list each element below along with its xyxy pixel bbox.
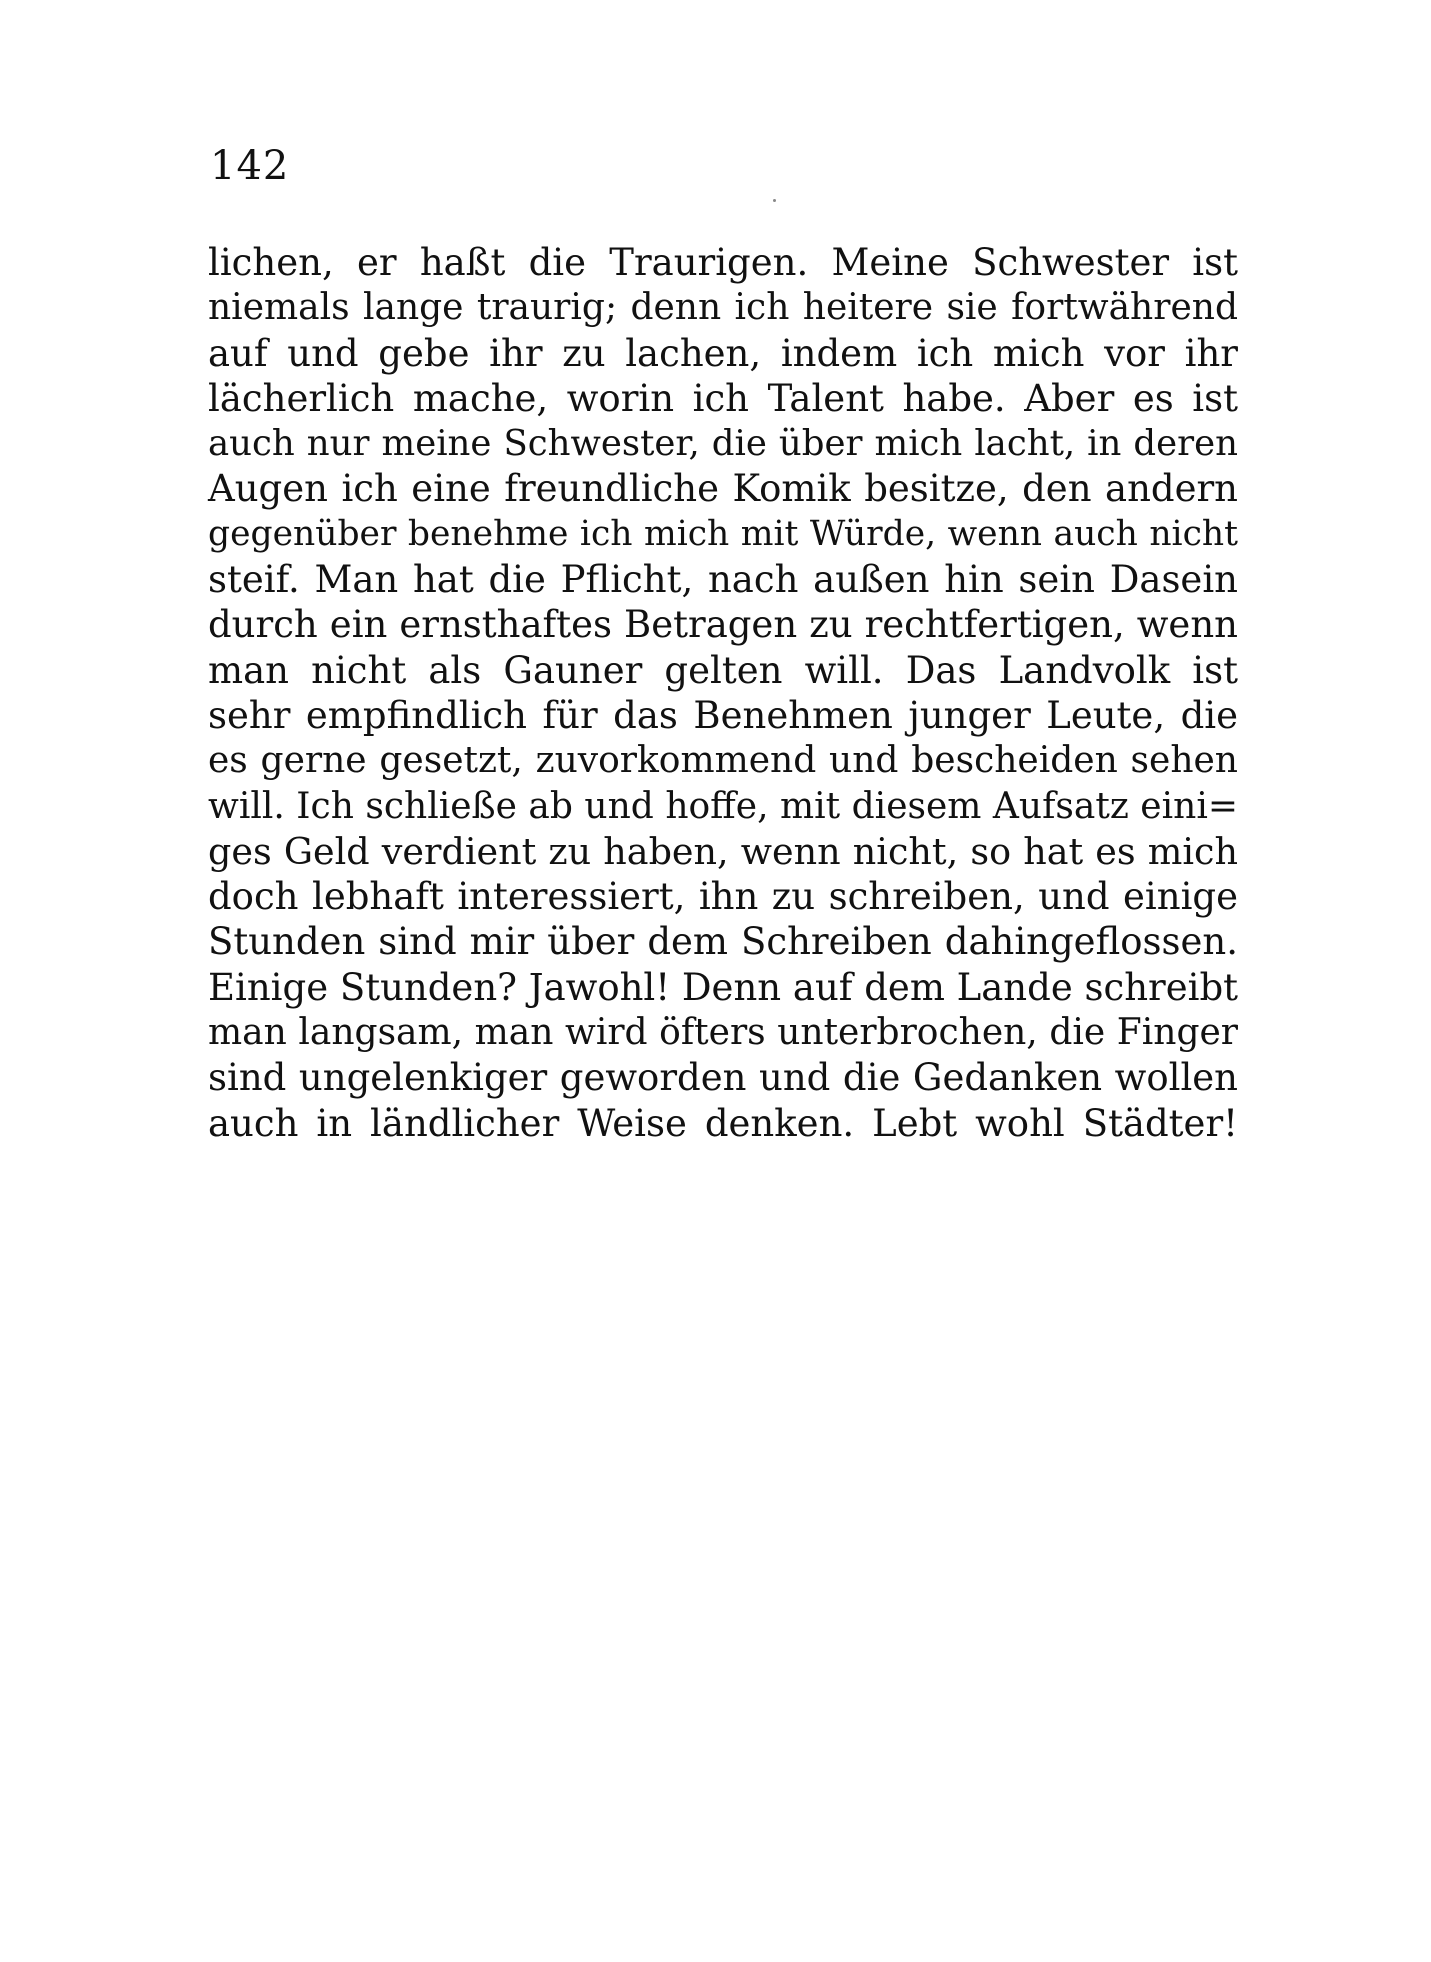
text-line: doch lebhaft interessiert, ihn zu schreiben, und einige: [208, 875, 1238, 919]
text-line: es gerne gesetzt, zuvorkommend und bescheiden sehen: [208, 740, 1238, 782]
text-line: lächerlich mache, worin ich Talent habe. Aber es ist: [208, 376, 1238, 420]
text-line: auf und gebe ihr zu lachen, indem ich mich vor ihr: [208, 331, 1238, 375]
text-line: will. Ich schließe ab und hoffe, mit diesem Aufsatz eini=: [208, 785, 1238, 827]
text-line: auch nur meine Schwester, die über mich lacht, in deren: [208, 423, 1238, 465]
body-text: [208, 240, 1238, 1146]
text-line: sehr empfindlich für das Benehmen junger Leute, die: [208, 693, 1238, 737]
text-line: steif. Man hat die Pflicht, nach außen hin sein Dasein: [208, 558, 1238, 602]
text-line: auch in ländlicher Weise denken. Lebt wohl Städter!: [208, 1101, 1238, 1145]
text-line: niemals lange traurig; denn ich heitere sie fortwährend: [208, 287, 1238, 329]
paper-speck: [773, 199, 776, 202]
text-line: man nicht als Gauner gelten will. Das Landvolk ist: [208, 648, 1238, 692]
text-line: Augen ich eine freundliche Komik besitze, den andern: [208, 467, 1238, 511]
page-number: 142: [210, 143, 290, 189]
text-line: man langsam, man wird öfters unterbrochen, die Finger: [208, 1012, 1238, 1054]
text-line: Einige Stunden? Jawohl! Denn auf dem Lande schreibt: [208, 965, 1238, 1009]
text-line: Stunden sind mir über dem Schreiben dahingeflossen.: [208, 920, 1238, 964]
text-line: ges Geld verdient zu haben, wenn nicht, so hat es mich: [208, 829, 1238, 873]
text-line: gegenüber benehme ich mich mit Würde, wenn auch nicht: [208, 513, 1238, 554]
text-line: lichen, er haßt die Traurigen. Meine Schwester ist: [208, 241, 1238, 284]
text-line: sind ungelenkiger geworden und die Gedanken wollen: [208, 1056, 1238, 1100]
text-line: durch ein ernsthaftes Betragen zu rechtfertigen, wenn: [208, 603, 1238, 647]
